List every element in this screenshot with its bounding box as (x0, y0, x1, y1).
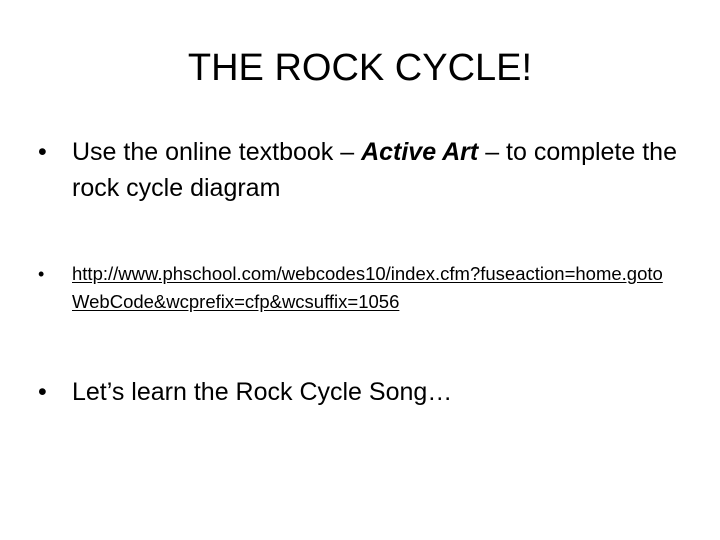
bullet-text (72, 134, 678, 206)
webcode-link[interactable]: http://www.phschool.com/webcodes10/index.cfm?fuseaction=home.gotoWebCode&wcprefix=cfp&wcsuffix=1056 (72, 263, 663, 312)
active-art-emphasis: Active Art (361, 138, 479, 166)
bullet-marker: • (38, 138, 47, 166)
bullet-marker: • (38, 264, 45, 284)
bullet-link (38, 260, 678, 316)
bullet-text (72, 260, 678, 316)
bullet-text-end: – to complete the rock cycle diagram (72, 138, 677, 202)
slide-title: THE ROCK CYCLE! (187, 47, 533, 89)
bullet-text-start: Use the online textbook – (72, 138, 362, 166)
bullet-text: Let’s learn the Rock Cycle Song… (72, 378, 453, 406)
bullet-song (38, 374, 678, 410)
bullet-marker: • (38, 378, 47, 406)
bullet-textbook (38, 134, 678, 206)
